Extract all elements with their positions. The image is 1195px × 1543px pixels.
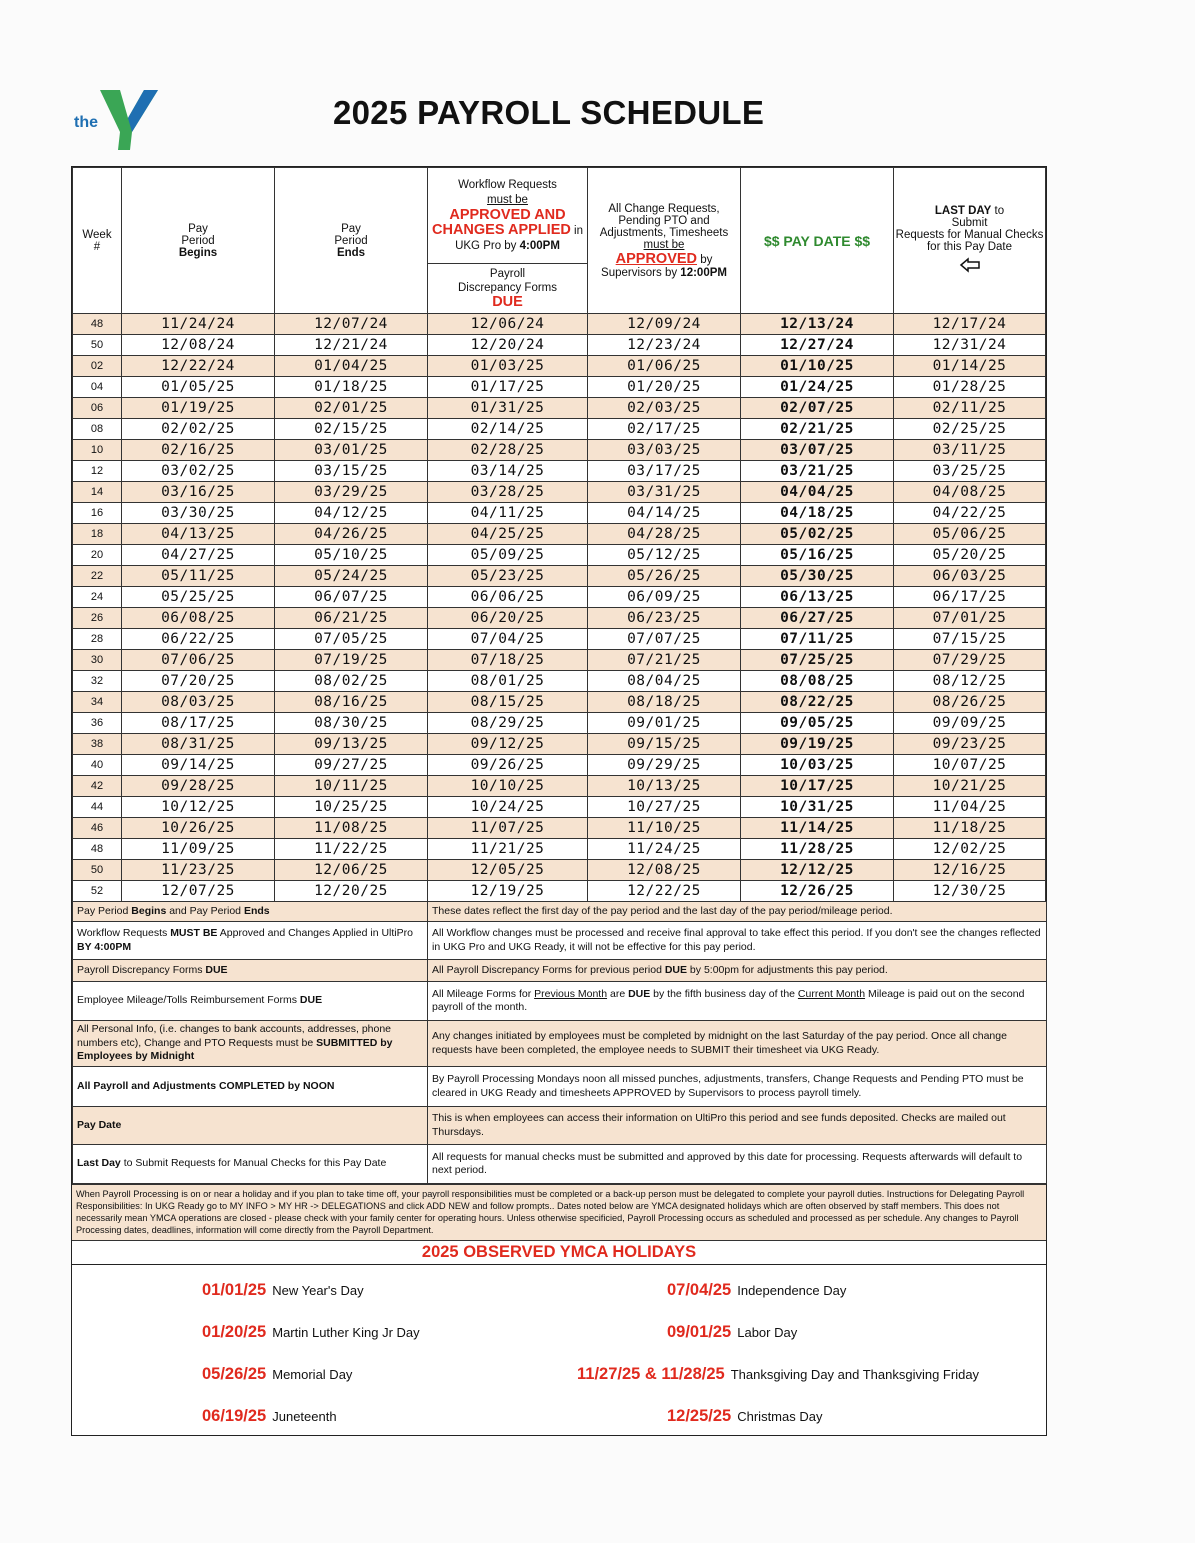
note-row [73,1145,1047,1184]
cell-last: 03/25/25 [894,461,1046,482]
cell-begins: 11/23/25 [122,860,275,881]
cell-week: 48 [73,839,122,860]
cell-last: 04/22/25 [894,503,1046,524]
cell-last: 07/01/25 [894,608,1046,629]
cell-last: 12/30/25 [894,881,1046,902]
note-label: Pay Date [73,1107,428,1145]
cell-begins: 08/03/25 [122,692,275,713]
note-row [73,1021,1047,1067]
cell-pay: 11/28/25 [741,839,894,860]
cell-week: 02 [73,356,122,377]
cell-ends: 11/22/25 [275,839,428,860]
cell-pay: 12/13/24 [741,314,894,335]
cell-ends: 05/24/25 [275,566,428,587]
cell-workflow: 04/25/25 [428,524,588,545]
cell-week: 06 [73,398,122,419]
cell-last: 12/17/24 [894,314,1046,335]
cell-workflow: 12/05/25 [428,860,588,881]
cell-pay: 08/08/25 [741,671,894,692]
cell-workflow: 03/28/25 [428,482,588,503]
cell-change: 12/09/24 [588,314,741,335]
cell-change: 06/23/25 [588,608,741,629]
note-label: Employee Mileage/Tolls Reimbursement Forms DUE [73,982,428,1021]
holiday-name: Christmas Day [737,1409,823,1424]
cell-pay: 01/24/25 [741,377,894,398]
holiday-item [667,1323,797,1342]
cell-ends: 12/21/24 [275,335,428,356]
cell-change: 02/03/25 [588,398,741,419]
cell-last: 09/09/25 [894,713,1046,734]
cell-week: 50 [73,860,122,881]
cell-workflow: 05/23/25 [428,566,588,587]
note-text: By Payroll Processing Mondays noon all missed punches, adjustments, transfers, Change Requests and Pending PTO must be cleared in UKG Ready and timesheets APPROVED by Supervisors to process payroll timely. [428,1067,1047,1107]
ymca-logo [70,88,162,152]
cell-workflow: 10/24/25 [428,797,588,818]
note-label: Last Day to Submit Requests for Manual Checks for this Pay Date [73,1145,428,1184]
schedule-row [73,797,1046,818]
cell-workflow: 03/14/25 [428,461,588,482]
holiday-date: 11/27/25 & 11/28/25 [577,1365,725,1383]
cell-pay: 04/04/25 [741,482,894,503]
cell-week: 14 [73,482,122,503]
cell-change: 04/14/25 [588,503,741,524]
cell-week: 28 [73,629,122,650]
schedule-row [73,608,1046,629]
cell-ends: 12/07/24 [275,314,428,335]
cell-week: 36 [73,713,122,734]
workflow-header: Workflow Requests must be APPROVED AND CHANGES APPLIED in UKG Pro by 4:00PM [428,169,587,264]
cell-ends: 07/05/25 [275,629,428,650]
cell-ends: 06/07/25 [275,587,428,608]
schedule-row [73,545,1046,566]
cell-week: 44 [73,797,122,818]
holiday-name: Thanksgiving Day and Thanksgiving Friday [730,1367,980,1382]
cell-last: 04/08/25 [894,482,1046,503]
cell-pay: 06/13/25 [741,587,894,608]
schedule-row [73,692,1046,713]
cell-change: 12/23/24 [588,335,741,356]
holiday-date: 05/26/25 [202,1365,267,1383]
cell-begins: 12/07/25 [122,881,275,902]
cell-change: 09/01/25 [588,713,741,734]
schedule-row [73,377,1046,398]
cell-pay: 09/05/25 [741,713,894,734]
cell-change: 07/07/25 [588,629,741,650]
cell-week: 32 [73,671,122,692]
cell-last: 07/15/25 [894,629,1046,650]
schedule-row [73,839,1046,860]
cell-ends: 04/12/25 [275,503,428,524]
cell-workflow: 04/11/25 [428,503,588,524]
cell-week: 24 [73,587,122,608]
cell-last: 12/16/25 [894,860,1046,881]
page-title: 2025 PAYROLL SCHEDULE [333,94,765,131]
cell-pay: 03/07/25 [741,440,894,461]
note-text: This is when employees can access their information on UltiPro this period and see funds deposited. Checks are mailed out Thursdays. [428,1107,1047,1145]
cell-change: 09/29/25 [588,755,741,776]
cell-week: 38 [73,734,122,755]
note-row [73,982,1047,1021]
schedule-row [73,482,1046,503]
holiday-name: Martin Luther King Jr Day [272,1325,420,1340]
cell-week: 46 [73,818,122,839]
holiday-date: 01/01/25 [202,1281,267,1299]
cell-ends: 08/30/25 [275,713,428,734]
cell-pay: 03/21/25 [741,461,894,482]
holidays-list [72,1265,1046,1435]
schedule-row [73,503,1046,524]
cell-ends: 08/02/25 [275,671,428,692]
cell-change: 11/24/25 [588,839,741,860]
schedule-row [73,587,1046,608]
cell-workflow: 01/03/25 [428,356,588,377]
cell-change: 12/22/25 [588,881,741,902]
cell-ends: 06/21/25 [275,608,428,629]
col-change-requests: All Change Requests, Pending PTO and Adjustments, Timesheets must be APPROVED by Supervisors by 12:00PM [588,168,741,314]
cell-week: 08 [73,419,122,440]
cell-pay: 02/21/25 [741,419,894,440]
cell-change: 08/04/25 [588,671,741,692]
cell-pay: 12/27/24 [741,335,894,356]
schedule-row [73,440,1046,461]
cell-begins: 12/22/24 [122,356,275,377]
cell-ends: 03/15/25 [275,461,428,482]
schedule-row [73,818,1046,839]
cell-last: 05/06/25 [894,524,1046,545]
cell-begins: 06/22/25 [122,629,275,650]
cell-last: 11/18/25 [894,818,1046,839]
cell-pay: 12/26/25 [741,881,894,902]
col-period-ends: Pay Period Ends [275,168,428,314]
note-row [73,1067,1047,1107]
cell-begins: 08/31/25 [122,734,275,755]
cell-last: 06/03/25 [894,566,1046,587]
cell-begins: 12/08/24 [122,335,275,356]
note-text: All Payroll Discrepancy Forms for previous period DUE by 5:00pm for adjustments this pay period. [428,960,1047,982]
schedule-row [73,356,1046,377]
cell-ends: 03/29/25 [275,482,428,503]
cell-begins: 03/02/25 [122,461,275,482]
cell-begins: 07/06/25 [122,650,275,671]
holiday-item [202,1365,352,1384]
cell-last: 01/28/25 [894,377,1046,398]
cell-pay: 08/22/25 [741,692,894,713]
note-label: All Payroll and Adjustments COMPLETED by NOON [73,1067,428,1107]
cell-begins: 02/02/25 [122,419,275,440]
cell-workflow: 01/17/25 [428,377,588,398]
cell-workflow: 12/19/25 [428,881,588,902]
cell-workflow: 05/09/25 [428,545,588,566]
cell-begins: 01/19/25 [122,398,275,419]
cell-change: 08/18/25 [588,692,741,713]
cell-workflow: 08/15/25 [428,692,588,713]
holiday-item [202,1323,420,1342]
cell-change: 07/21/25 [588,650,741,671]
cell-last: 02/11/25 [894,398,1046,419]
cell-last: 05/20/25 [894,545,1046,566]
cell-workflow: 02/14/25 [428,419,588,440]
holiday-name: Independence Day [737,1283,847,1298]
cell-begins: 09/28/25 [122,776,275,797]
schedule-row [73,398,1046,419]
schedule-row [73,671,1046,692]
note-row [73,902,1047,922]
cell-workflow: 08/01/25 [428,671,588,692]
note-label: Workflow Requests MUST BE Approved and Changes Applied in UltiPro BY 4:00PM [73,922,428,960]
cell-week: 12 [73,461,122,482]
holiday-name: New Year's Day [272,1283,364,1298]
cell-last: 12/02/25 [894,839,1046,860]
cell-begins: 05/11/25 [122,566,275,587]
cell-pay: 12/12/25 [741,860,894,881]
schedule-row [73,734,1046,755]
logo-text: the [74,114,98,131]
col-last-day: LAST DAY to Submit Requests for Manual Checks for this Pay Date [894,168,1046,314]
cell-begins: 02/16/25 [122,440,275,461]
cell-week: 30 [73,650,122,671]
cell-last: 08/12/25 [894,671,1046,692]
cell-workflow: 09/12/25 [428,734,588,755]
cell-begins: 03/16/25 [122,482,275,503]
cell-begins: 11/24/24 [122,314,275,335]
note-label: Pay Period Begins and Pay Period Ends [73,902,428,922]
cell-workflow: 07/04/25 [428,629,588,650]
holiday-date: 07/04/25 [667,1281,732,1299]
schedule-row [73,755,1046,776]
cell-last: 07/29/25 [894,650,1046,671]
cell-pay: 07/25/25 [741,650,894,671]
cell-begins: 07/20/25 [122,671,275,692]
cell-week: 10 [73,440,122,461]
cell-workflow: 06/06/25 [428,587,588,608]
cell-begins: 09/14/25 [122,755,275,776]
cell-ends: 09/27/25 [275,755,428,776]
schedule-row [73,776,1046,797]
note-text: Any changes initiated by employees must be completed by midnight on the last Saturday of the pay period. Once all change requests have been completed, the employee needs to SUBMIT their timesheet via UKG Ready. [428,1021,1047,1067]
col-period-begins: Pay Period Begins [122,168,275,314]
note-text: These dates reflect the first day of the pay period and the last day of the pay period/mileage period. [428,902,1047,922]
holiday-disclaimer: When Payroll Processing is on or near a holiday and if you plan to take time off, your payroll responsibilities must be completed or a back-up person must be delegated to complete your payroll duties. Instructions for Delegating Payroll Responsibilities: In UKG Ready go to MY INFO > MY HR -> DELEGATIONS and click ADD NEW and follow prompts.. Dates noted below are YMCA designated holidays which are often observed by staff members. This does not necessarily mean YMCA operations are closed - please check with your family center for operating hours. Unless otherwise specificied, Payroll Processing occurs as scheduled and processed as per schedule. Any changes to Payroll Processing dates, deadlines, information will come directly from the Payroll Department. [72,1184,1046,1240]
schedule-row [73,881,1046,902]
note-text: All requests for manual checks must be submitted and approved by this date for processing. Requests afterwards will default to next period. [428,1145,1047,1184]
cell-ends: 11/08/25 [275,818,428,839]
cell-ends: 08/16/25 [275,692,428,713]
cell-change: 03/17/25 [588,461,741,482]
note-label: Payroll Discrepancy Forms DUE [73,960,428,982]
holiday-date: 06/19/25 [202,1407,267,1425]
holidays-title: 2025 OBSERVED YMCA HOLIDAYS [72,1240,1046,1265]
cell-last: 11/04/25 [894,797,1046,818]
holiday-item [202,1407,337,1426]
cell-pay: 09/19/25 [741,734,894,755]
holiday-date: 01/20/25 [202,1323,267,1341]
cell-change: 01/06/25 [588,356,741,377]
cell-change: 10/13/25 [588,776,741,797]
cell-begins: 11/09/25 [122,839,275,860]
cell-pay: 05/30/25 [741,566,894,587]
cell-workflow: 12/20/24 [428,335,588,356]
cell-begins: 05/25/25 [122,587,275,608]
schedule-row [73,461,1046,482]
cell-pay: 10/03/25 [741,755,894,776]
cell-week: 42 [73,776,122,797]
cell-pay: 07/11/25 [741,629,894,650]
cell-workflow: 11/07/25 [428,818,588,839]
cell-ends: 03/01/25 [275,440,428,461]
cell-pay: 05/02/25 [741,524,894,545]
cell-change: 12/08/25 [588,860,741,881]
schedule-row [73,629,1046,650]
cell-ends: 07/19/25 [275,650,428,671]
cell-begins: 06/08/25 [122,608,275,629]
holiday-item [202,1281,364,1300]
schedule-row [73,860,1046,881]
cell-workflow: 12/06/24 [428,314,588,335]
note-text: All Mileage Forms for Previous Month are DUE by the fifth business day of the Current Month Mileage is paid out on the second payroll of the month. [428,982,1047,1021]
cell-last: 09/23/25 [894,734,1046,755]
cell-ends: 10/25/25 [275,797,428,818]
cell-week: 16 [73,503,122,524]
cell-week: 20 [73,545,122,566]
cell-change: 10/27/25 [588,797,741,818]
cell-last: 03/11/25 [894,440,1046,461]
cell-last: 06/17/25 [894,587,1046,608]
cell-week: 52 [73,881,122,902]
cell-week: 48 [73,314,122,335]
cell-week: 40 [73,755,122,776]
cell-workflow: 10/10/25 [428,776,588,797]
cell-change: 06/09/25 [588,587,741,608]
cell-last: 12/31/24 [894,335,1046,356]
cell-week: 04 [73,377,122,398]
discrepancy-header: Payroll Discrepancy Forms DUE [457,268,558,310]
schedule-row [73,314,1046,335]
schedule-row [73,713,1046,734]
schedule-row [73,650,1046,671]
cell-begins: 10/26/25 [122,818,275,839]
cell-pay: 02/07/25 [741,398,894,419]
cell-pay: 05/16/25 [741,545,894,566]
holiday-item [667,1281,846,1300]
cell-pay: 11/14/25 [741,818,894,839]
cell-ends: 12/06/25 [275,860,428,881]
holiday-item [667,1407,822,1426]
cell-ends: 01/18/25 [275,377,428,398]
cell-week: 34 [73,692,122,713]
cell-pay: 04/18/25 [741,503,894,524]
cell-ends: 05/10/25 [275,545,428,566]
note-row [73,960,1047,982]
cell-ends: 10/11/25 [275,776,428,797]
cell-pay: 01/10/25 [741,356,894,377]
col-workflow-discrepancy [428,168,588,314]
cell-change: 02/17/25 [588,419,741,440]
schedule-row [73,419,1046,440]
schedule-row [73,335,1046,356]
cell-change: 05/12/25 [588,545,741,566]
note-text: All Workflow changes must be processed and receive final approval to take effect this period. If you don't see the changes reflected in UKG Pro and UKG Ready, it will not be effective for this pay period. [428,922,1047,960]
cell-begins: 10/12/25 [122,797,275,818]
note-row [73,922,1047,960]
cell-ends: 02/15/25 [275,419,428,440]
cell-last: 02/25/25 [894,419,1046,440]
cell-week: 50 [73,335,122,356]
cell-week: 26 [73,608,122,629]
schedule-frame [71,166,1047,1436]
cell-change: 03/31/25 [588,482,741,503]
cell-workflow: 11/21/25 [428,839,588,860]
arrow-left-icon [894,257,1045,276]
cell-last: 10/21/25 [894,776,1046,797]
holiday-date: 09/01/25 [667,1323,732,1341]
schedule-row [73,566,1046,587]
holiday-date: 12/25/25 [667,1407,732,1425]
holiday-name: Labor Day [737,1325,798,1340]
cell-begins: 01/05/25 [122,377,275,398]
cell-change: 04/28/25 [588,524,741,545]
cell-change: 03/03/25 [588,440,741,461]
cell-pay: 10/17/25 [741,776,894,797]
payroll-schedule-table [72,167,1046,902]
note-label: All Personal Info, (i.e. changes to bank accounts, addresses, phone numbers etc), Change and PTO Requests must be SUBMITTED by Employees by Midnight [73,1021,428,1067]
cell-pay: 10/31/25 [741,797,894,818]
cell-change: 01/20/25 [588,377,741,398]
cell-ends: 09/13/25 [275,734,428,755]
cell-workflow: 07/18/25 [428,650,588,671]
cell-change: 05/26/25 [588,566,741,587]
holiday-name: Memorial Day [272,1367,353,1382]
cell-begins: 03/30/25 [122,503,275,524]
cell-last: 10/07/25 [894,755,1046,776]
cell-last: 01/14/25 [894,356,1046,377]
cell-workflow: 08/29/25 [428,713,588,734]
col-week: Week # [73,168,122,314]
cell-begins: 04/27/25 [122,545,275,566]
schedule-row [73,524,1046,545]
holiday-item [577,1365,979,1384]
cell-begins: 08/17/25 [122,713,275,734]
cell-pay: 06/27/25 [741,608,894,629]
cell-week: 22 [73,566,122,587]
cell-ends: 02/01/25 [275,398,428,419]
cell-workflow: 02/28/25 [428,440,588,461]
cell-workflow: 09/26/25 [428,755,588,776]
cell-week: 18 [73,524,122,545]
cell-workflow: 01/31/25 [428,398,588,419]
cell-ends: 01/04/25 [275,356,428,377]
schedule-rows [73,314,1046,902]
cell-change: 11/10/25 [588,818,741,839]
note-row [73,1107,1047,1145]
cell-ends: 04/26/25 [275,524,428,545]
cell-last: 08/26/25 [894,692,1046,713]
col-pay-date: $$ PAY DATE $$ [741,168,894,314]
notes-table [72,901,1047,1184]
cell-ends: 12/20/25 [275,881,428,902]
cell-workflow: 06/20/25 [428,608,588,629]
cell-change: 09/15/25 [588,734,741,755]
holiday-name: Juneteenth [272,1409,337,1424]
cell-begins: 04/13/25 [122,524,275,545]
